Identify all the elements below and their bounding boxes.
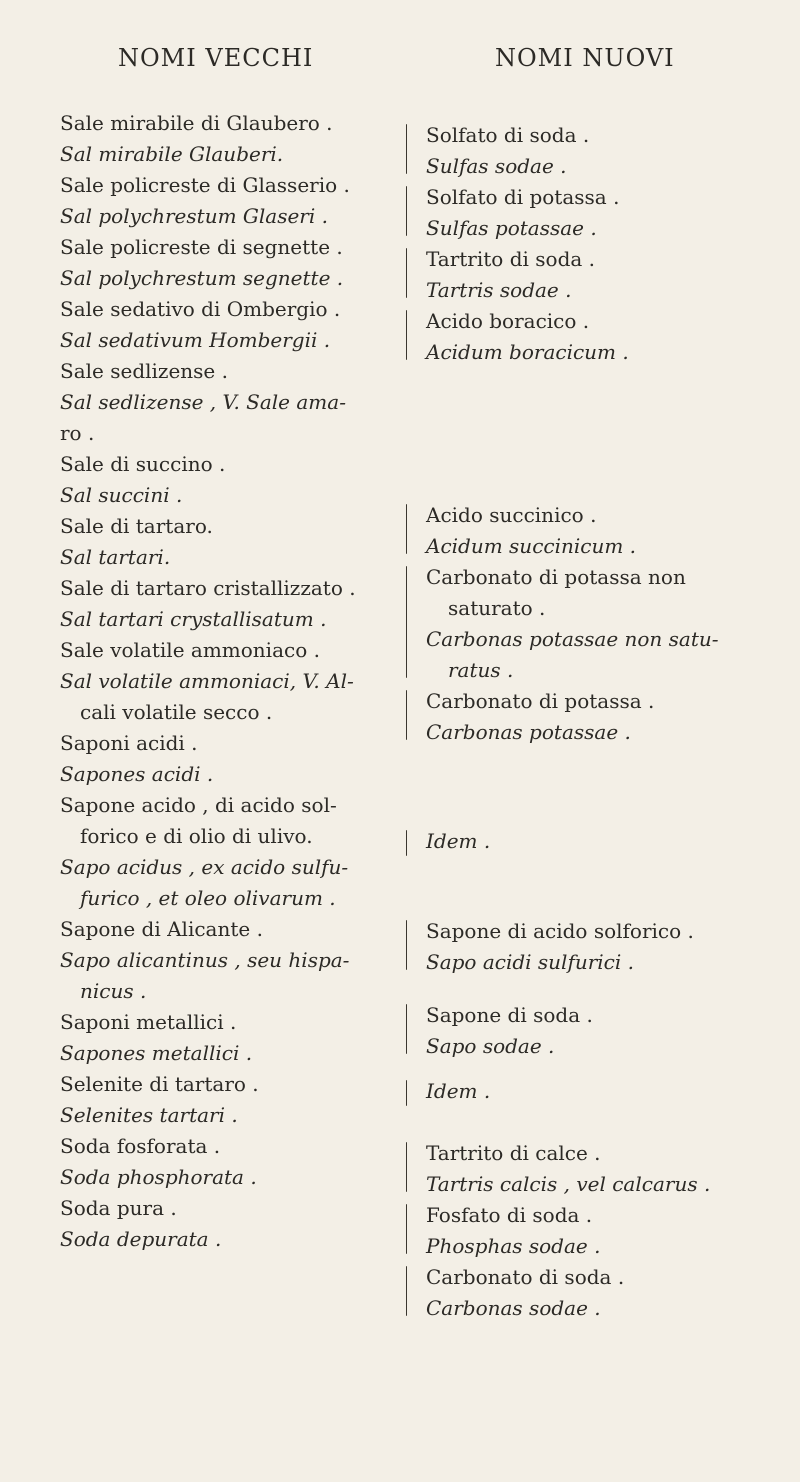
old-name-italian: Saponi acidi . (60, 731, 198, 755)
brace-mark (406, 566, 407, 678)
new-name-latin: Carbonas potassae . (426, 720, 631, 744)
old-name-italian: Sale sedativo di Ombergio . (60, 297, 341, 321)
brace-mark (406, 504, 407, 554)
brace-mark (406, 1204, 407, 1254)
old-name-latin: furico , et oleo olivarum . (80, 886, 336, 910)
new-name-entry (418, 244, 800, 306)
brace-mark (406, 186, 407, 236)
new-name-latin: Sapo acidi sulfurici . (426, 950, 634, 974)
old-name-italian: ro . (60, 421, 95, 445)
brace-mark (406, 1080, 407, 1106)
old-name-italian: Sale di tartaro. (60, 514, 213, 538)
new-name-italian: saturato . (448, 596, 546, 620)
new-name-latin: Tartris sodae . (426, 278, 572, 302)
new-name-latin: Acidum succinicum . (426, 534, 637, 558)
new-name-italian: Carbonato di potassa non (426, 565, 686, 589)
new-name-entry (418, 826, 800, 857)
old-name-italian: Sapone acido , di acido sol- (60, 793, 337, 817)
old-name-latin: Sal tartari crystallisatum . (60, 607, 327, 631)
old-name-italian: Sale mirabile di Glaubero . (60, 111, 333, 135)
old-name-latin: Sal tartari. (60, 545, 171, 569)
new-name-italian: Carbonato di soda . (426, 1265, 625, 1289)
new-name-italian: Fosfato di soda . (426, 1203, 593, 1227)
old-name-italian: Selenite di tartaro . (60, 1072, 259, 1096)
old-name-italian: Sapone di Alicante . (60, 917, 263, 941)
new-name-entry (418, 120, 800, 182)
new-name-latin: Sulfas sodae . (426, 154, 567, 178)
new-name-latin: ratus . (448, 658, 514, 682)
old-name-latin: Sal polychrestum segnette . (60, 266, 344, 290)
new-name-italian: Acido boracico . (426, 309, 590, 333)
old-name-latin: nicus . (80, 979, 147, 1003)
new-name-entry (418, 1262, 800, 1324)
new-name-entry (418, 306, 800, 368)
new-name-latin: Tartris calcis , vel calcarus . (426, 1172, 711, 1196)
new-name-entry (418, 1200, 800, 1262)
old-name-italian: Sale sedlizense . (60, 359, 228, 383)
old-name-latin: Sal mirabile Glauberi. (60, 142, 284, 166)
old-name-latin: Sal succini . (60, 483, 183, 507)
new-name-latin: Phosphas sodae . (426, 1234, 601, 1258)
old-name-italian: Sale policreste di Glasserio . (60, 173, 350, 197)
new-name-italian: Sapone di acido solforico . (426, 919, 694, 943)
brace-mark (406, 124, 407, 174)
old-name-latin: Selenites tartari . (60, 1103, 238, 1127)
new-name-italian: Solfato di potassa . (426, 185, 620, 209)
brace-mark (406, 1142, 407, 1192)
new-name-entry (418, 686, 800, 748)
new-name-entry (418, 1138, 800, 1200)
old-name-latin: Sal volatile ammoniaci, V. Al- (60, 669, 354, 693)
new-name-entry (418, 182, 800, 244)
new-name-italian: Tartrito di soda . (426, 247, 596, 271)
brace-mark (406, 690, 407, 740)
old-name-italian: Sale di succino . (60, 452, 226, 476)
old-name-latin: Sal polychrestum Glaseri . (60, 204, 328, 228)
new-name-latin: Carbonas sodae . (426, 1296, 601, 1320)
old-name-latin: Sapo acidus , ex acido sulfu- (60, 855, 349, 879)
old-name-latin: Sal sedlizense , V. Sale ama- (60, 390, 346, 414)
old-name-italian: Sale volatile ammoniaco . (60, 638, 320, 662)
old-name-italian: Soda pura . (60, 1196, 177, 1220)
old-name-latin: Sapo alicantinus , seu hispa- (60, 948, 350, 972)
new-name-entry (418, 1076, 800, 1107)
old-name-latin: Sapones acidi . (60, 762, 214, 786)
old-name-latin: Soda phosphorata . (60, 1165, 257, 1189)
new-name-entry (418, 500, 800, 562)
header-new-names: NOMI NUOVI (495, 44, 675, 72)
new-name-entry (418, 916, 800, 978)
old-name-latin: Soda depurata . (60, 1227, 222, 1251)
old-name-italian: Sale di tartaro cristallizzato . (60, 576, 356, 600)
new-name-latin: Acidum boracicum . (426, 340, 629, 364)
new-name-italian: Carbonato di potassa . (426, 689, 655, 713)
old-names-column (60, 108, 480, 1255)
new-name-entry (418, 1000, 800, 1062)
new-name-italian: Tartrito di calce . (426, 1141, 601, 1165)
brace-mark (406, 310, 407, 360)
old-name-latin: Sal sedativum Hombergii . (60, 328, 331, 352)
new-name-italian: Sapone di soda . (426, 1003, 593, 1027)
old-name-italian: forico e di olio di ulivo. (80, 824, 313, 848)
brace-mark (406, 830, 407, 856)
new-name-entry (418, 562, 800, 686)
new-name-latin: Sapo sodae . (426, 1034, 555, 1058)
new-name-latin: Idem . (426, 829, 491, 853)
brace-mark (406, 1004, 407, 1054)
brace-mark (406, 1266, 407, 1316)
old-name-italian: Sale policreste di segnette . (60, 235, 343, 259)
brace-mark (406, 248, 407, 298)
header-old-names: NOMI VECCHI (118, 44, 314, 72)
old-name-italian: Saponi metallici . (60, 1010, 237, 1034)
old-name-italian: cali volatile secco . (80, 700, 273, 724)
new-name-italian: Solfato di soda . (426, 123, 590, 147)
old-name-italian: Soda fosforata . (60, 1134, 221, 1158)
new-name-latin: Sulfas potassae . (426, 216, 597, 240)
new-name-latin: Carbonas potassae non satu- (426, 627, 719, 651)
old-name-latin: Sapones metallici . (60, 1041, 253, 1065)
new-name-latin: Idem . (426, 1079, 491, 1103)
new-name-italian: Acido succinico . (426, 503, 597, 527)
brace-mark (406, 920, 407, 970)
